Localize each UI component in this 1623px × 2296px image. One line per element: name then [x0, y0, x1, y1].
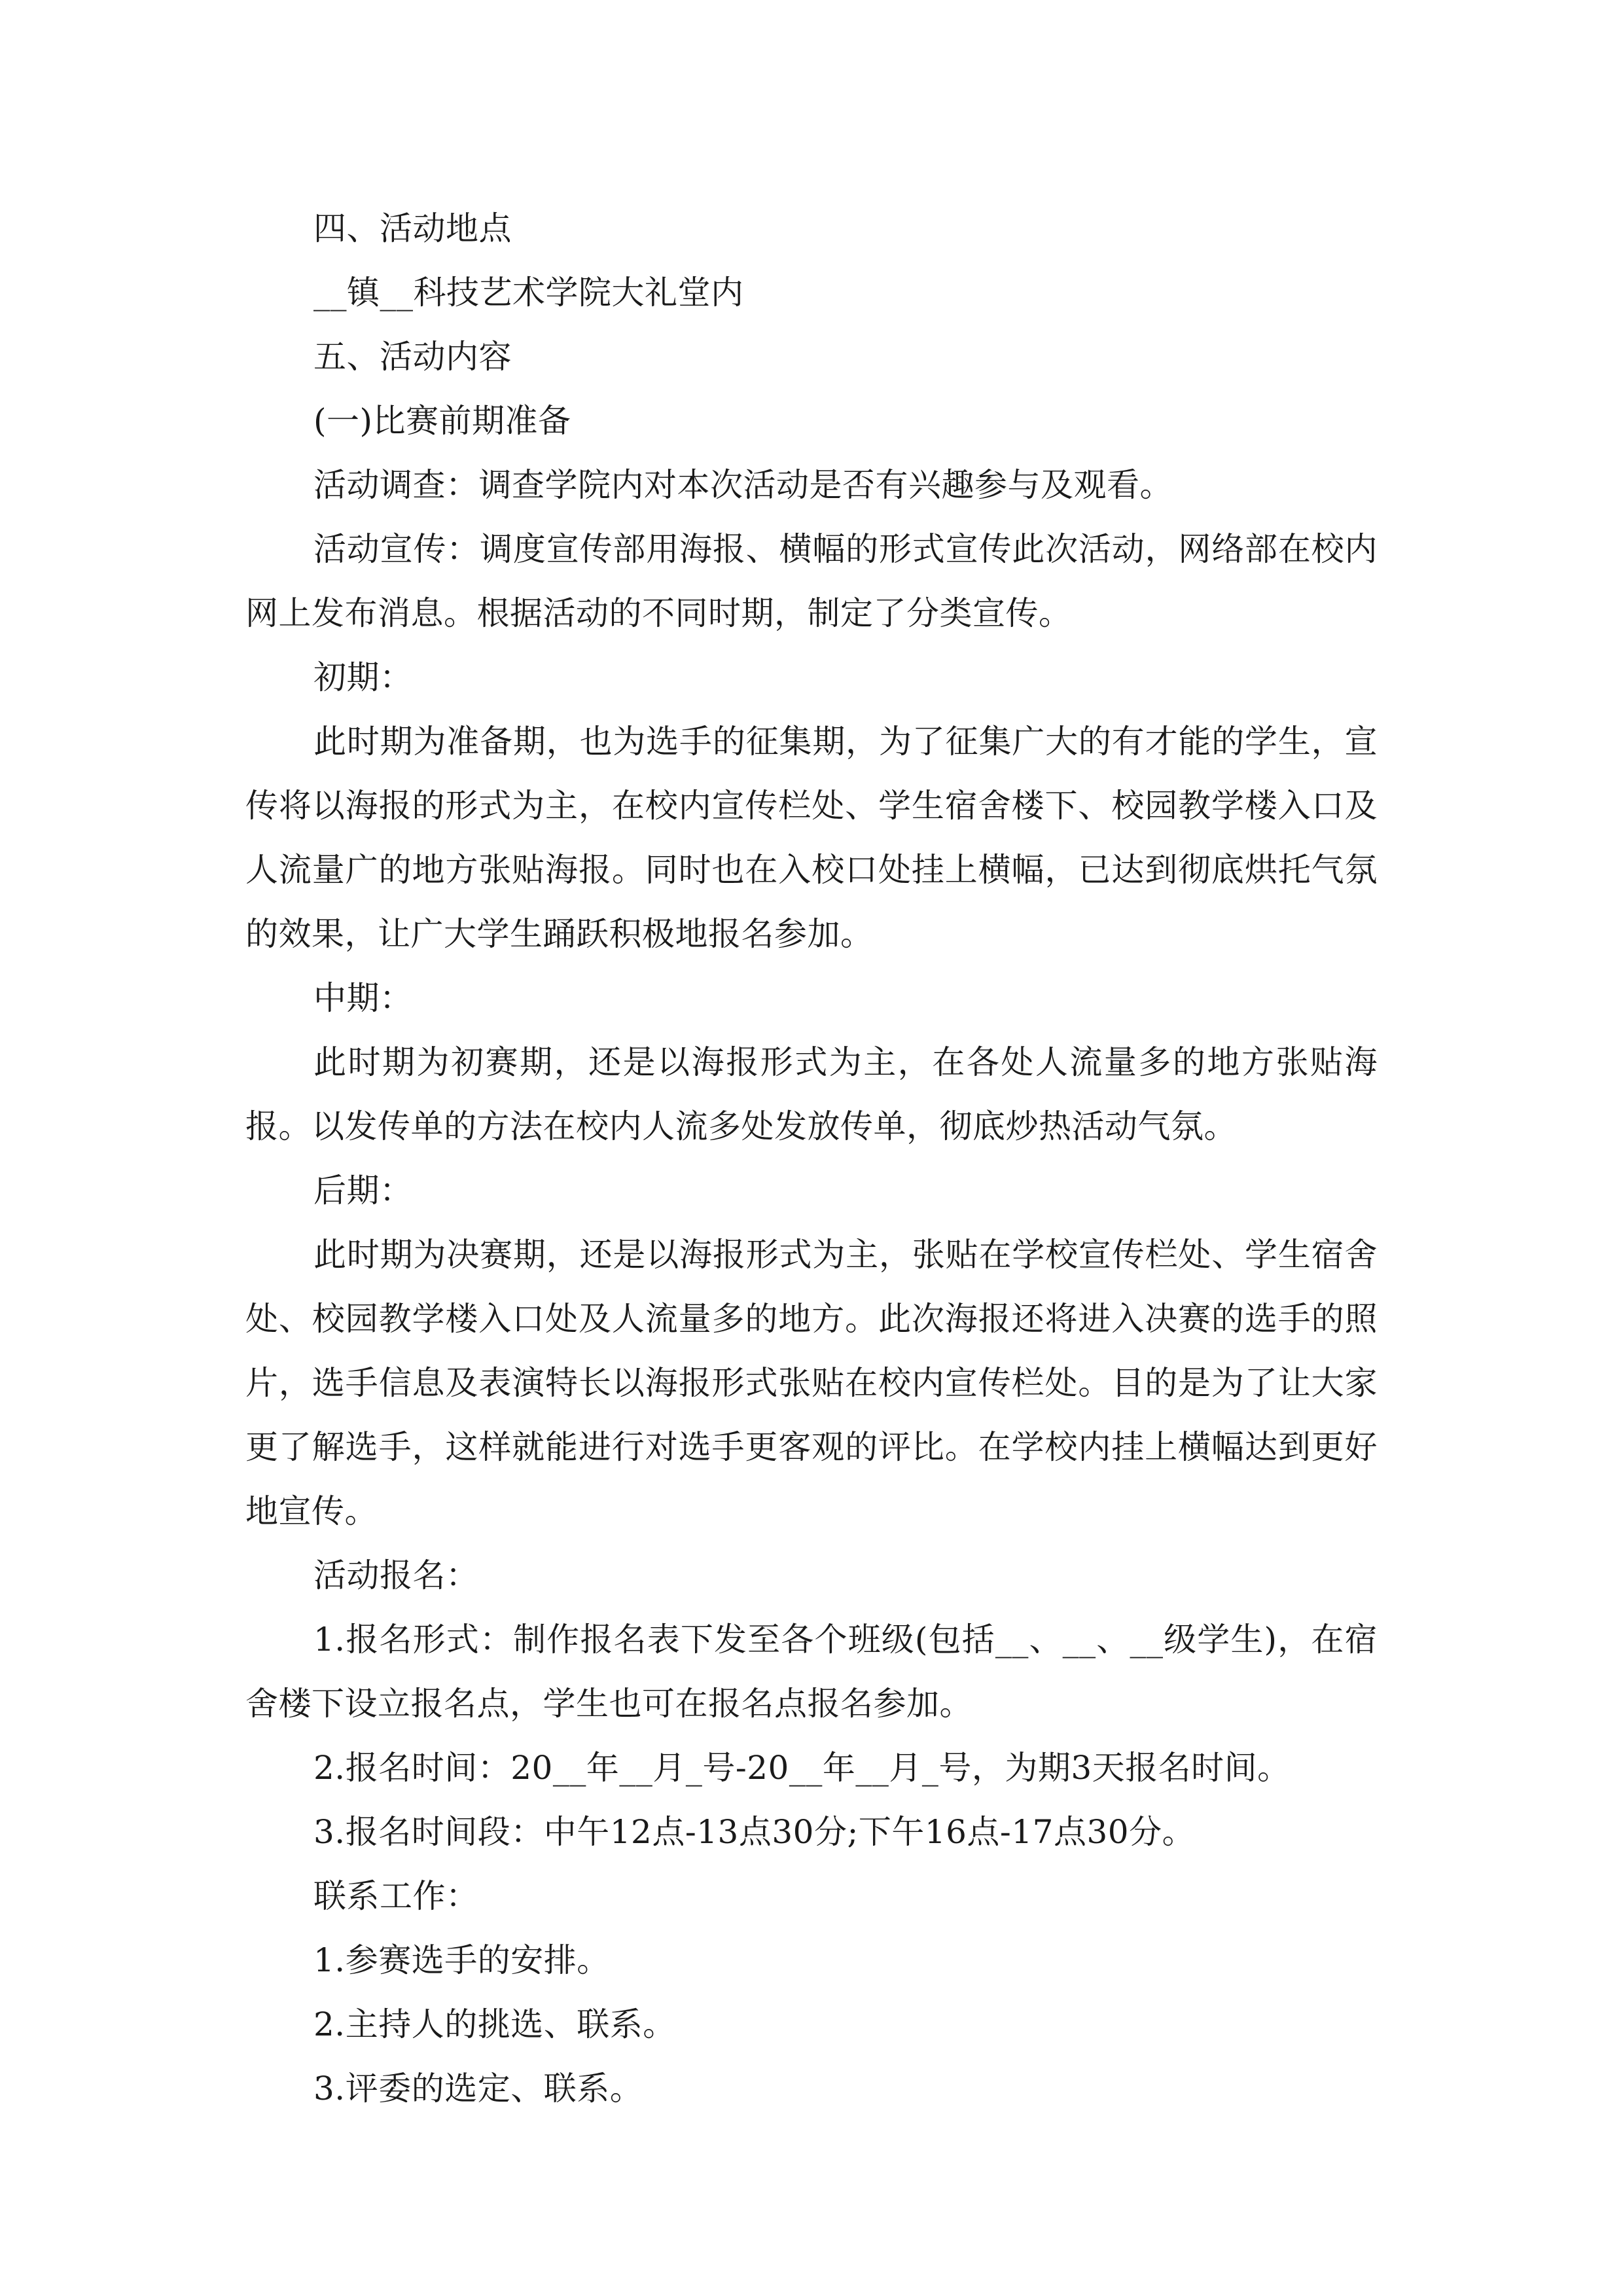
label-early-stage: 初期： — [313, 658, 413, 696]
subheading-preparation: (一)比赛前期准备 — [313, 402, 571, 440]
contact-item-host: 2.主持人的挑选、联系。 — [313, 2005, 676, 2043]
heading-location: 四、活动地点 — [313, 209, 512, 247]
paragraph-survey: 活动调查：调查学院内对本次活动是否有兴趣参与及观看。 — [313, 466, 1173, 504]
contact-item-contestants: 1.参赛选手的安排。 — [313, 1941, 610, 1979]
label-registration: 活动报名： — [313, 1556, 479, 1594]
heading-content: 五、活动内容 — [313, 338, 512, 376]
label-middle-stage: 中期： — [313, 979, 413, 1017]
paragraph-late-stage: 此时期为决赛期，还是以海报形式为主，张贴在学校宣传栏处、学生宿舍处、校园教学楼入口处及人流量多的地方。此次海报还将进入决赛的选手的照片，选手信息及表演特长以海报形式张贴在校内宣传栏处。目的是为了让大家更了解选手，这样就能进行对选手更客观的评比。在学校内挂上横幅达到更好地宣传。 — [245, 1236, 1378, 1530]
label-late-stage: 后期： — [313, 1172, 413, 1210]
registration-period-item: 3.报名时间段：中午12点-13点30分;下午16点-17点30分。 — [313, 1813, 1196, 1851]
paragraph-early-stage: 此时期为准备期，也为选手的征集期，为了征集广大的有才能的学生，宣传将以海报的形式为主，在校内宣传栏处、学生宿舍楼下、校园教学楼入口及人流量广的地方张贴海报。同时也在入校口处挂上横幅，已达到彻底烘托气氛的效果，让广大学生踊跃积极地报名参加。 — [245, 723, 1378, 953]
registration-form-item: 1.报名形式：制作报名表下发至各个班级(包括__、__、__级学生)，在宿舍楼下设立报名点，学生也可在报名点报名参加。 — [245, 1621, 1378, 1723]
location-text: __镇__科技艺术学院大礼堂内 — [313, 274, 744, 312]
label-contact-work: 联系工作： — [313, 1877, 479, 1915]
paragraph-middle-stage: 此时期为初赛期，还是以海报形式为主，在各处人流量多的地方张贴海报。以发传单的方法在校内人流多处发放传单，彻底炒热活动气氛。 — [245, 1043, 1378, 1145]
registration-time-item: 2.报名时间：20__年__月_号-20__年__月_号，为期3天报名时间。 — [313, 1749, 1291, 1787]
paragraph-publicity: 活动宣传：调度宣传部用海报、横幅的形式宣传此次活动，网络部在校内网上发布消息。根据活动的不同时期，制定了分类宣传。 — [245, 530, 1378, 632]
contact-item-judges: 3.评委的选定、联系。 — [313, 2070, 643, 2108]
